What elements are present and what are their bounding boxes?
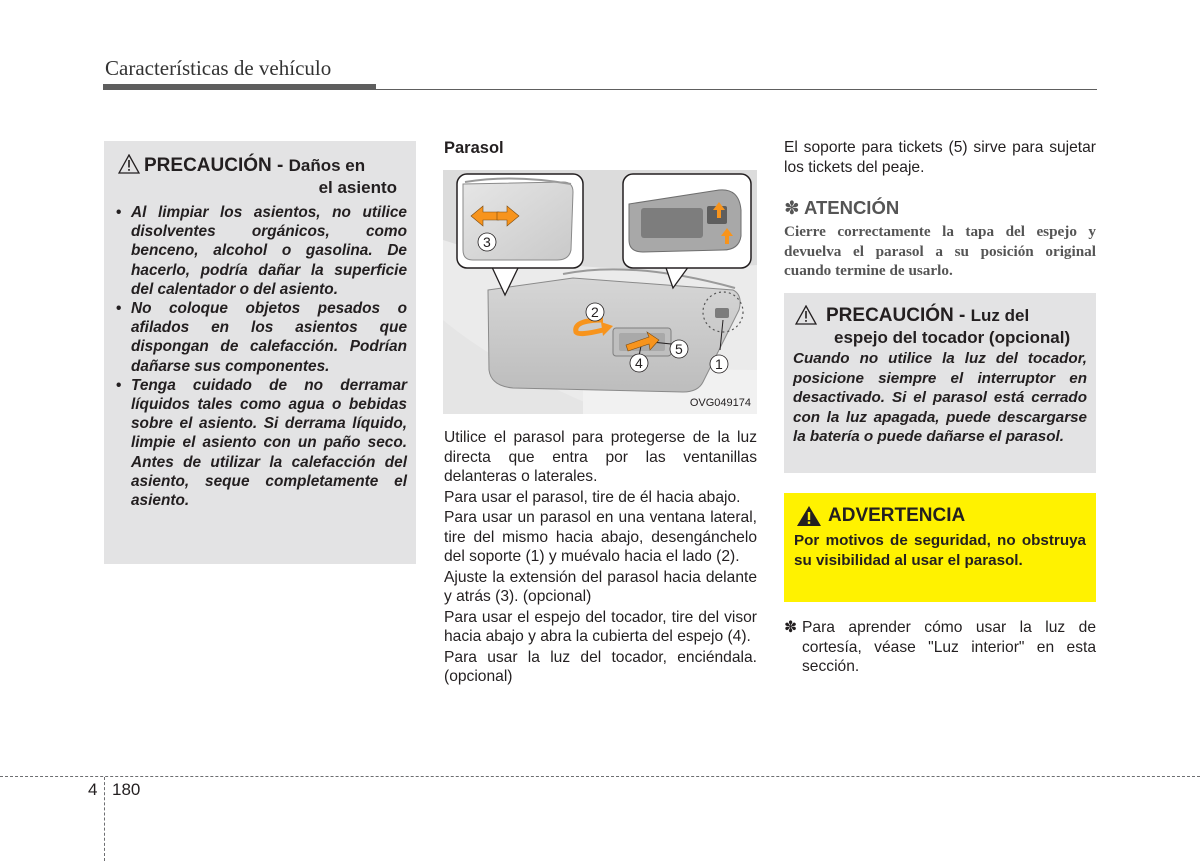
parasol-diagram [443, 170, 757, 414]
caution-light-body: Cuando no utilice la luz del tocador, posicione siempre el interruptor en desactivado. Si el parasol está cerrado con la luz apagada, puede descargarse la batería o puede dañarse el parasol. [793, 350, 1087, 445]
paragraph: Para usar el espejo del tocador, tire del visor hacia abajo y abra la cubierta del espejo (4). [444, 608, 757, 645]
caution-seat-box [104, 141, 416, 564]
paragraph: Ajuste la extensión del parasol hacia delante y atrás (3). (opcional) [444, 568, 757, 605]
warning-title: ADVERTENCIA [828, 505, 966, 526]
caution-seat-heading-sub-2: el asiento [318, 178, 397, 197]
figure-code: OVG049174 [689, 397, 751, 409]
page-header-title: Características de vehículo [105, 56, 332, 80]
caution-light-heading [793, 305, 1087, 349]
note-text: Para aprender cómo usar la luz de cortesía, véase "Luz interior" en esta sección. [802, 619, 1096, 675]
header-rule-thin [376, 89, 1097, 90]
caution-light-heading-sub-1: Luz del [970, 306, 1030, 325]
callout-2: 2 [591, 304, 599, 320]
callout-4: 4 [635, 355, 643, 371]
header-rule-thick [103, 84, 376, 90]
warning-box [784, 493, 1096, 602]
callout-3: 3 [483, 234, 491, 250]
warning-heading [794, 505, 1086, 527]
caution-seat-list [114, 203, 407, 510]
section-title-parasol: Parasol [444, 139, 504, 157]
warning-triangle-icon [118, 154, 140, 174]
atencion-title: ✽ ATENCIÓN [784, 197, 900, 218]
note [784, 618, 1096, 677]
caution-seat-heading-sub-1: Daños en [288, 156, 366, 175]
caution-light-box [784, 293, 1096, 473]
page-number: 180 [112, 780, 141, 799]
paragraph: Para usar el parasol, tire de él hacia abajo. [444, 488, 741, 506]
callout-5: 5 [675, 341, 683, 357]
list-item: • No coloque objetos pesados o afilados en los asientos que dispongan de calefacción. Podrían dañarse sus componentes. [116, 300, 407, 375]
warning-triangle-icon [796, 505, 822, 527]
parasol-body [444, 428, 757, 688]
warning-body: Por motivos de seguridad, no obstruya su visibilidad al usar el parasol. [794, 532, 1086, 569]
caution-seat-heading [114, 155, 407, 199]
caution-light-heading-sub-2: espejo del tocador (opcional) [834, 328, 1071, 347]
footer-vertical-divider [104, 777, 105, 861]
callout-1: 1 [715, 356, 723, 372]
asterisk-icon: ✽ [784, 619, 798, 636]
paragraph: Para usar la luz del tocador, enciéndala. (opcional) [444, 648, 757, 685]
atencion-body: Cierre correctamente la tapa del espejo y devuelva el parasol a su posición original cuando termine de usarlo. [784, 223, 1096, 279]
paragraph: Utilice el parasol para protegerse de la luz directa que entra por las ventanillas delanteras o laterales. [444, 429, 757, 485]
list-item: • Tenga cuidado de no derramar líquidos tales como agua o bebidas sobre el asiento. Si derrama líquido, limpie el asiento con un paño seco. Antes de utilizar la calefacción del asiento, seque completamente el asiento. [116, 376, 407, 510]
caution-seat-heading-main: PRECAUCIÓN - [144, 155, 284, 176]
chapter-number: 4 [88, 780, 98, 799]
ticket-holder-text: El soporte para tickets (5) sirve para sujetar los tickets del peaje. [784, 139, 1096, 176]
caution-light-heading-main: PRECAUCIÓN - [826, 305, 966, 326]
list-item: • Al limpiar los asientos, no utilice disolventes orgánicos, como benceno, alcohol o gasolina. De hacerlo, podría dañar la superficie del calentador o del asiento. [116, 204, 407, 298]
footer-divider [0, 776, 1200, 777]
paragraph: Para usar un parasol en una ventana lateral, tire del mismo hacia abajo, desengánchelo del soporte (1) y muévalo hacia el lado (2). [444, 509, 757, 565]
warning-triangle-icon [795, 305, 817, 325]
parasol-illustration [443, 170, 757, 414]
